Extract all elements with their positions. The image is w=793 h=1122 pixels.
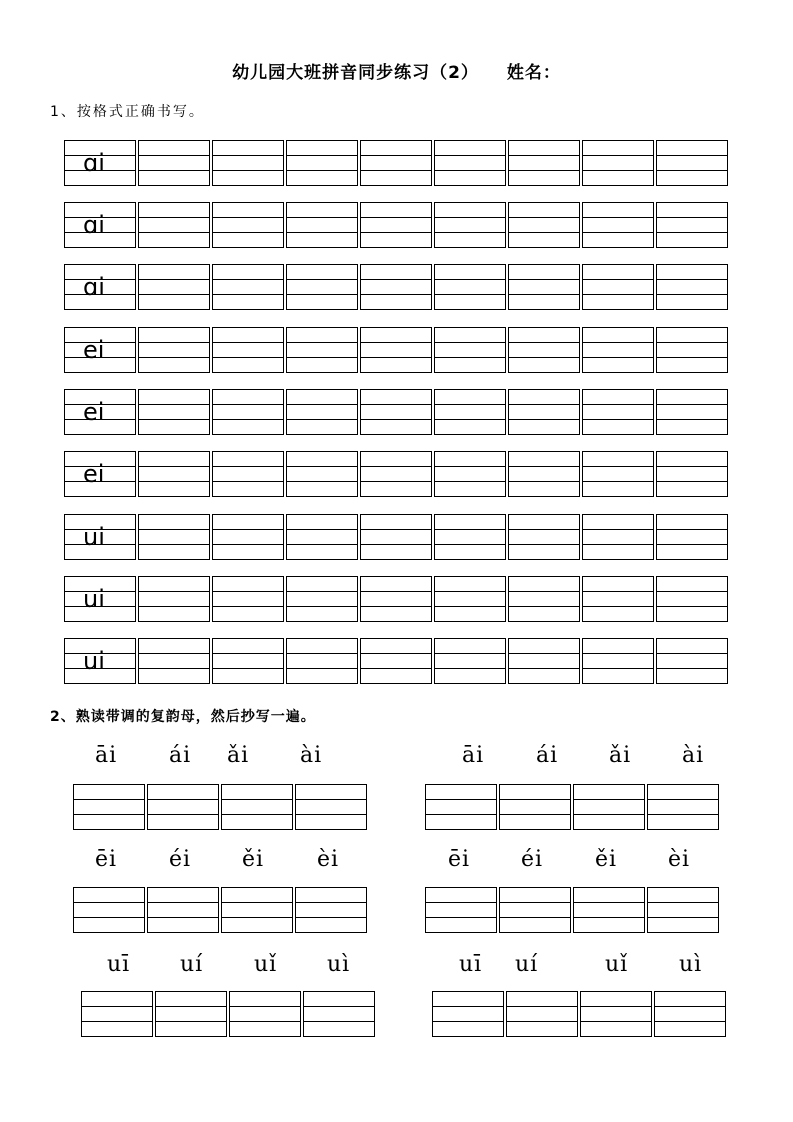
practice-cell — [286, 140, 358, 186]
copy-row — [432, 991, 726, 1037]
practice-cell — [360, 576, 432, 622]
practice-cell — [656, 327, 728, 373]
model-syllable: ei — [83, 460, 105, 488]
practice-cell — [360, 389, 432, 435]
copy-row — [73, 784, 367, 830]
tone-label-row — [462, 743, 762, 773]
practice-cell — [286, 451, 358, 497]
model-cell — [64, 638, 136, 684]
tone-syllable: uǐ — [605, 952, 629, 977]
tone-syllable: ǎi — [609, 743, 632, 768]
practice-cell — [508, 264, 580, 310]
practice-cell — [212, 576, 284, 622]
writing-row — [64, 638, 728, 684]
tone-syllable: uì — [327, 952, 351, 977]
tone-syllable: āi — [95, 743, 118, 768]
practice-cell — [138, 202, 210, 248]
practice-cell — [286, 576, 358, 622]
practice-cell — [508, 202, 580, 248]
model-cell — [64, 327, 136, 373]
tone-syllable: uì — [679, 952, 703, 977]
practice-cell — [434, 202, 506, 248]
practice-cell — [425, 784, 497, 830]
tone-syllable: āi — [462, 743, 485, 768]
writing-row — [64, 140, 728, 186]
tone-syllable: èi — [317, 847, 340, 872]
practice-cell — [286, 389, 358, 435]
practice-cell — [286, 264, 358, 310]
practice-cell — [212, 264, 284, 310]
practice-cell — [138, 451, 210, 497]
practice-cell — [582, 264, 654, 310]
model-syllable: ei — [83, 398, 105, 426]
model-cell — [64, 451, 136, 497]
practice-cell — [508, 451, 580, 497]
practice-cell — [360, 327, 432, 373]
practice-cell — [654, 991, 726, 1037]
practice-cell — [508, 638, 580, 684]
tone-syllable: ài — [300, 743, 323, 768]
practice-cell — [582, 202, 654, 248]
practice-cell — [212, 389, 284, 435]
practice-cell — [138, 638, 210, 684]
practice-cell — [573, 887, 645, 933]
practice-cell — [506, 991, 578, 1037]
practice-cell — [286, 514, 358, 560]
tone-syllable: ǎi — [227, 743, 250, 768]
tone-syllable: ěi — [242, 847, 265, 872]
practice-cell — [360, 140, 432, 186]
practice-cell — [656, 576, 728, 622]
practice-cell — [147, 887, 219, 933]
practice-cell — [582, 451, 654, 497]
practice-cell — [656, 451, 728, 497]
practice-cell — [434, 389, 506, 435]
practice-cell — [582, 514, 654, 560]
tone-syllable: uǐ — [254, 952, 278, 977]
practice-cell — [582, 389, 654, 435]
model-syllable: ui — [83, 647, 105, 675]
practice-cell — [508, 140, 580, 186]
writing-row — [64, 451, 728, 497]
tone-syllable: uī — [107, 952, 131, 977]
practice-cell — [656, 389, 728, 435]
practice-cell — [212, 451, 284, 497]
tone-syllable: èi — [668, 847, 691, 872]
practice-cell — [432, 991, 504, 1037]
practice-cell — [360, 202, 432, 248]
practice-cell — [647, 887, 719, 933]
practice-cell — [138, 576, 210, 622]
practice-cell — [580, 991, 652, 1037]
practice-cell — [656, 202, 728, 248]
practice-cell — [499, 887, 571, 933]
tone-syllable: éi — [169, 847, 192, 872]
practice-cell — [656, 140, 728, 186]
practice-cell — [221, 887, 293, 933]
practice-cell — [286, 202, 358, 248]
model-cell — [64, 202, 136, 248]
writing-row — [64, 576, 728, 622]
practice-cell — [138, 140, 210, 186]
practice-cell — [360, 514, 432, 560]
practice-cell — [73, 784, 145, 830]
model-cell — [64, 264, 136, 310]
practice-cell — [147, 784, 219, 830]
tone-syllable: uí — [180, 952, 204, 977]
practice-cell — [508, 389, 580, 435]
tone-syllable: ái — [169, 743, 192, 768]
practice-cell — [138, 327, 210, 373]
practice-cell — [286, 638, 358, 684]
name-label: 姓名： — [506, 63, 561, 83]
model-syllable: ɑi — [83, 211, 105, 239]
model-syllable: ɑi — [83, 273, 105, 301]
practice-cell — [286, 327, 358, 373]
practice-cell — [295, 784, 367, 830]
title-text: 幼儿园大班拼音同步练习（2） — [232, 63, 479, 83]
practice-cell — [434, 638, 506, 684]
model-cell — [64, 514, 136, 560]
model-cell — [64, 140, 136, 186]
practice-cell — [212, 202, 284, 248]
practice-cell — [499, 784, 571, 830]
practice-cell — [434, 327, 506, 373]
tone-syllable: ēi — [95, 847, 118, 872]
tone-syllable: ái — [536, 743, 559, 768]
practice-cell — [229, 991, 301, 1037]
practice-cell — [138, 389, 210, 435]
page-title — [0, 58, 793, 83]
practice-cell — [434, 140, 506, 186]
practice-cell — [360, 451, 432, 497]
practice-cell — [81, 991, 153, 1037]
practice-cell — [582, 576, 654, 622]
practice-cell — [360, 264, 432, 310]
copy-row — [425, 887, 719, 933]
practice-cell — [360, 638, 432, 684]
model-cell — [64, 389, 136, 435]
practice-cell — [212, 514, 284, 560]
tone-label-row — [107, 952, 407, 982]
model-cell — [64, 576, 136, 622]
model-syllable: ɑi — [83, 149, 105, 177]
practice-cell — [212, 327, 284, 373]
writing-row — [64, 202, 728, 248]
model-syllable: ui — [83, 585, 105, 613]
practice-cell — [434, 514, 506, 560]
section1-instruction: 1、按格式正确书写。 — [50, 104, 205, 120]
practice-cell — [221, 784, 293, 830]
tone-syllable: ēi — [448, 847, 471, 872]
practice-cell — [647, 784, 719, 830]
copy-row — [73, 887, 367, 933]
practice-cell — [425, 887, 497, 933]
tone-syllable: uí — [515, 952, 539, 977]
tone-syllable: ài — [682, 743, 705, 768]
practice-cell — [138, 264, 210, 310]
model-syllable: ei — [83, 336, 105, 364]
practice-cell — [582, 638, 654, 684]
practice-cell — [582, 327, 654, 373]
practice-cell — [434, 576, 506, 622]
practice-cell — [303, 991, 375, 1037]
tone-label-row — [448, 847, 748, 877]
copy-row — [81, 991, 375, 1037]
tone-syllable: éi — [521, 847, 544, 872]
practice-cell — [212, 638, 284, 684]
writing-row — [64, 389, 728, 435]
practice-cell — [73, 887, 145, 933]
tone-label-row — [95, 847, 395, 877]
practice-cell — [212, 140, 284, 186]
writing-row — [64, 327, 728, 373]
practice-cell — [656, 264, 728, 310]
model-syllable: ui — [83, 523, 105, 551]
tone-label-row — [95, 743, 395, 773]
practice-cell — [582, 140, 654, 186]
section2-instruction: 2、熟读带调的复韵母，然后抄写一遍。 — [50, 709, 316, 725]
practice-cell — [434, 451, 506, 497]
practice-cell — [434, 264, 506, 310]
practice-cell — [508, 576, 580, 622]
practice-cell — [656, 638, 728, 684]
writing-row — [64, 514, 728, 560]
practice-cell — [295, 887, 367, 933]
practice-cell — [155, 991, 227, 1037]
practice-cell — [508, 327, 580, 373]
practice-cell — [656, 514, 728, 560]
practice-cell — [138, 514, 210, 560]
practice-cell — [573, 784, 645, 830]
tone-label-row — [459, 952, 759, 982]
tone-syllable: uī — [459, 952, 483, 977]
copy-row — [425, 784, 719, 830]
writing-row — [64, 264, 728, 310]
tone-syllable: ěi — [595, 847, 618, 872]
practice-cell — [508, 514, 580, 560]
